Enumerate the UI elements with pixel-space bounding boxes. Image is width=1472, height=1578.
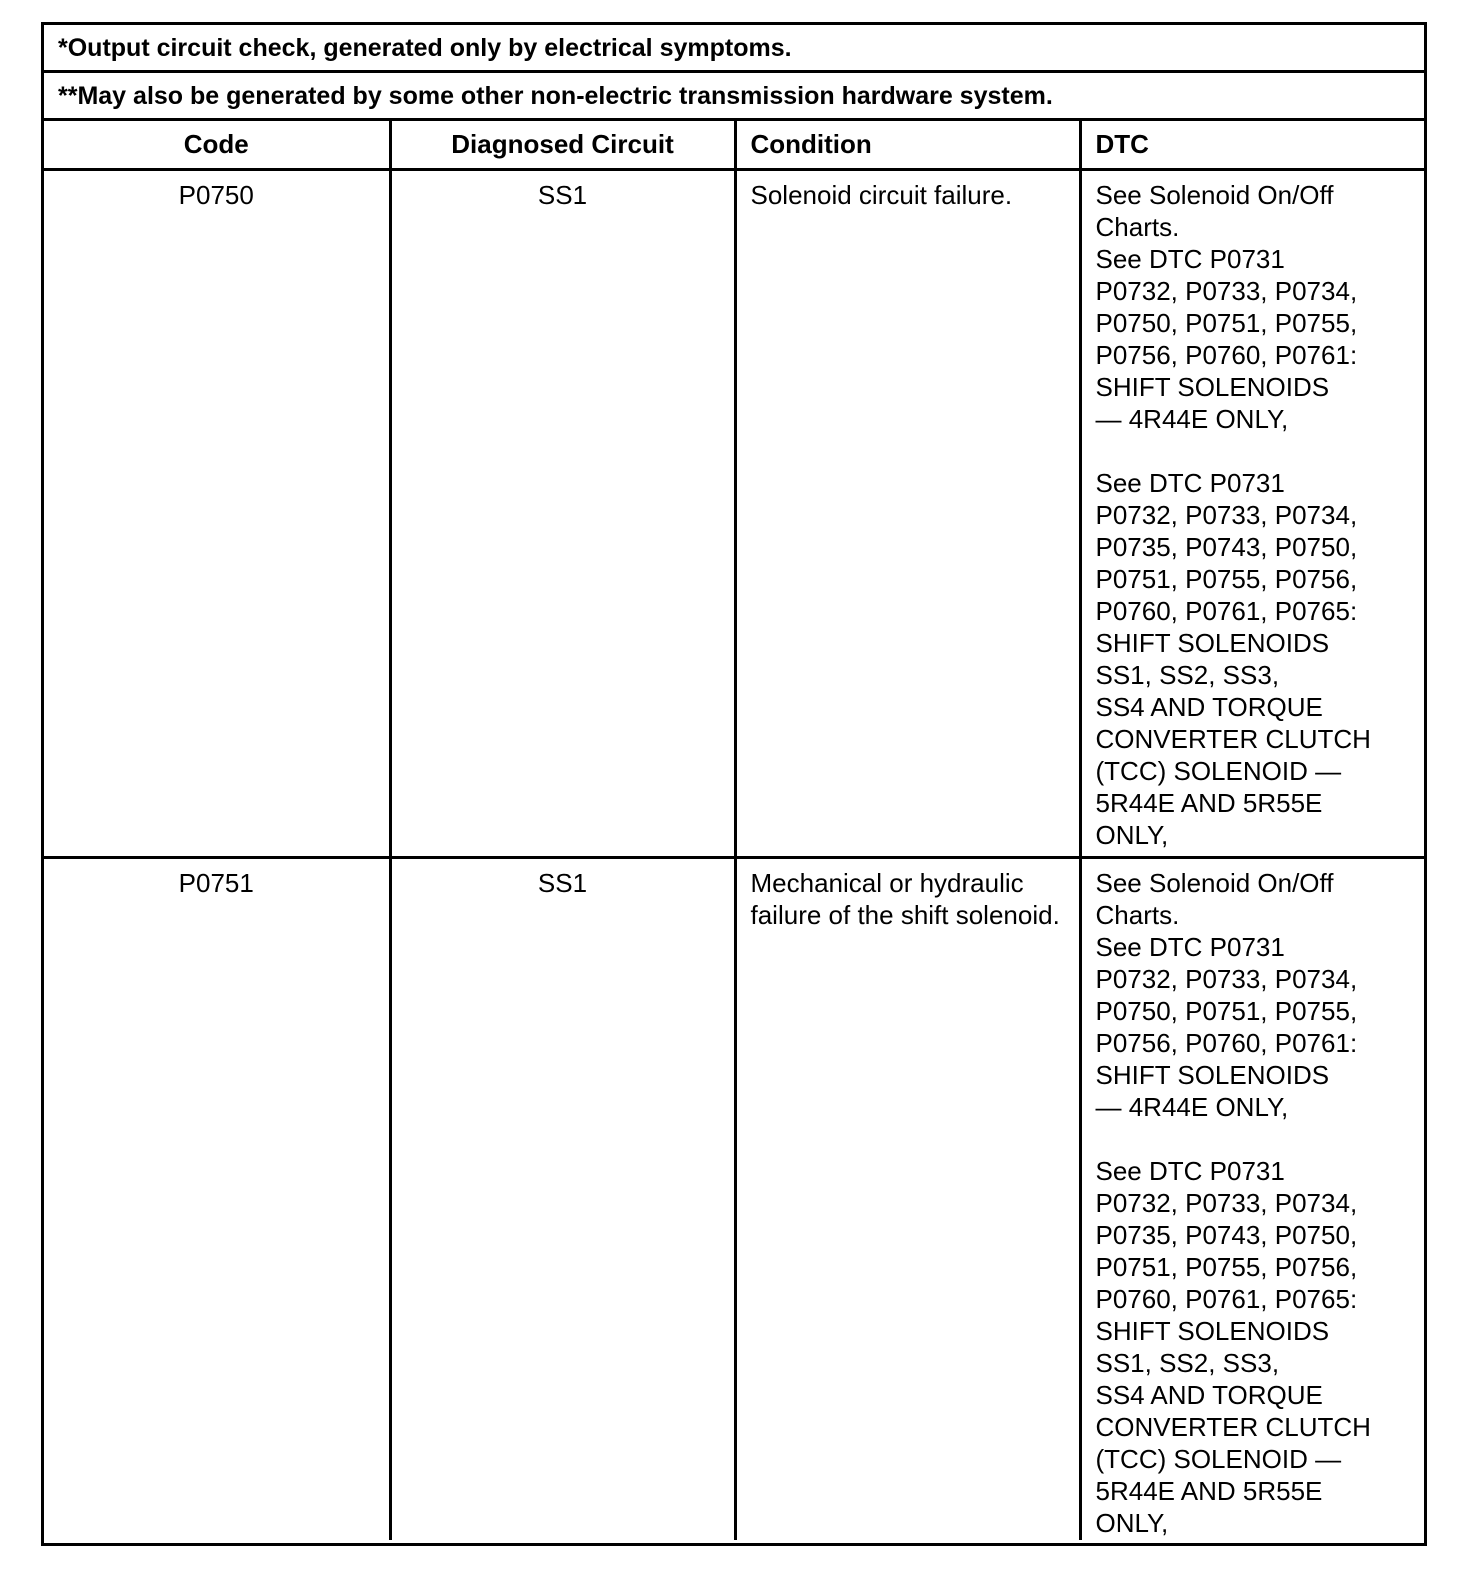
note-output-circuit: *Output circuit check, generated only by electrical symptoms. [44, 25, 1424, 73]
note-non-electric: **May also be generated by some other non-electric transmission hardware system. [44, 73, 1424, 121]
dtc-reference-5r44e-5r55e: See DTC P0731 P0732, P0733, P0734, P0735, P0743, P0750, P0751, P0755, P0756, P0760, P0761, P0765: SHIFT SOLENOIDS SS1, SS2, SS3, SS4 AND TORQUE CONVERTER CLUTCH (TCC) SOLENOID — 5R44E AND 5R55E ONLY, [1095, 1155, 1371, 1538]
table-row [44, 169, 1424, 857]
dtc-reference-4r44e: See Solenoid On/Off Charts. See DTC P0731 P0732, P0733, P0734, P0750, P0751, P0755, P0756, P0760, P0761: SHIFT SOLENOIDS — 4R44E ONLY, [1095, 179, 1358, 434]
cell-dtc [1080, 857, 1424, 1540]
table-row [44, 857, 1424, 1540]
cell-dtc [1080, 169, 1424, 857]
dtc-reference-5r44e-5r55e: See DTC P0731 P0732, P0733, P0734, P0735, P0743, P0750, P0751, P0755, P0756, P0760, P0761, P0765: SHIFT SOLENOIDS SS1, SS2, SS3, SS4 AND TORQUE CONVERTER CLUTCH (TCC) SOLENOID — 5R44E AND 5R55E ONLY, [1095, 467, 1371, 850]
cell-code: P0750 [44, 169, 390, 857]
cell-condition: Mechanical or hydraulic failure of the shift solenoid. [735, 857, 1080, 1540]
dtc-table [44, 121, 1424, 1540]
header-dtc: DTC [1080, 121, 1424, 169]
cell-circuit: SS1 [390, 169, 735, 857]
cell-circuit: SS1 [390, 857, 735, 1540]
header-code: Code [44, 121, 390, 169]
header-condition: Condition [735, 121, 1080, 169]
table-header-row [44, 121, 1424, 169]
dtc-reference-4r44e: See Solenoid On/Off Charts. See DTC P0731 P0732, P0733, P0734, P0750, P0751, P0755, P0756, P0760, P0761: SHIFT SOLENOIDS — 4R44E ONLY, [1095, 867, 1358, 1122]
header-diagnosed-circuit: Diagnosed Circuit [390, 121, 735, 169]
cell-code: P0751 [44, 857, 390, 1540]
dtc-table-sheet [41, 22, 1427, 1546]
cell-condition: Solenoid circuit failure. [735, 169, 1080, 857]
